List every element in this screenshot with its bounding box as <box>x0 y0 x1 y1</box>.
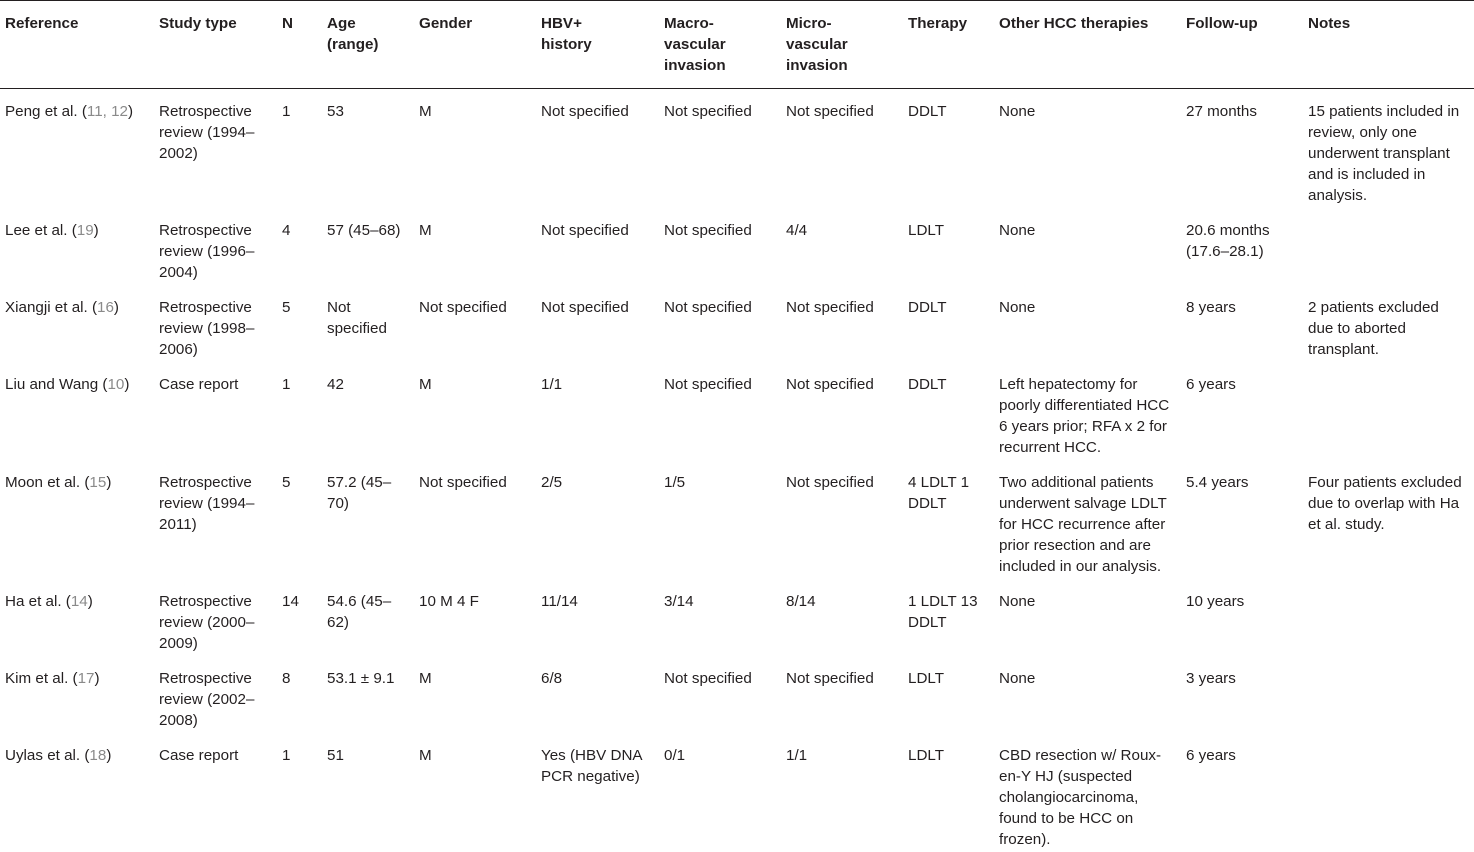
header-hbv: HBV+ history <box>536 1 659 89</box>
cell-therapy: LDLT <box>903 733 994 852</box>
cell-other-therapies: None <box>994 656 1181 733</box>
cell-n: 1 <box>280 733 322 852</box>
table-row <box>0 656 1474 733</box>
cell-n: 5 <box>280 460 322 579</box>
header-microvascular: Micro- vascular invasion <box>781 1 903 89</box>
table-row <box>0 579 1474 656</box>
cell-macrovascular: Not specified <box>659 285 781 362</box>
cell-notes <box>1303 733 1474 852</box>
header-row <box>0 1 1474 89</box>
cell-notes: 15 patients included in review, only one underwent transplant and is included in analysis. <box>1303 89 1474 209</box>
header-reference: Reference <box>0 1 154 89</box>
cell-follow-up: 10 years <box>1181 579 1303 656</box>
cell-age: 53.1 ± 9.1 <box>322 656 414 733</box>
cell-age: 53 <box>322 89 414 209</box>
cell-gender: Not specified <box>414 460 536 579</box>
citation-link[interactable]: 15 <box>89 474 106 491</box>
reference-close: ) <box>94 222 99 239</box>
cell-age: 57.2 (45–70) <box>322 460 414 579</box>
table-row <box>0 362 1474 460</box>
cell-therapy: LDLT <box>903 208 994 285</box>
cell-follow-up: 6 years <box>1181 733 1303 852</box>
cell-n: 8 <box>280 656 322 733</box>
cell-study-type: Retrospective review (1998–2006) <box>154 285 280 362</box>
citation-link[interactable]: 10 <box>107 376 124 393</box>
cell-notes: Four patients excluded due to overlap with Ha et al. study. <box>1303 460 1474 579</box>
citation-link[interactable]: 11, 12 <box>87 103 128 120</box>
cell-other-therapies: Left hepatectomy for poorly differentiated HCC 6 years prior; RFA x 2 for recurrent HCC. <box>994 362 1181 460</box>
cell-age: 57 (45–68) <box>322 208 414 285</box>
citation-link[interactable]: 16 <box>97 299 114 316</box>
cell-therapy: DDLT <box>903 285 994 362</box>
cell-other-therapies: None <box>994 579 1181 656</box>
cell-notes <box>1303 208 1474 285</box>
table-row <box>0 285 1474 362</box>
cell-reference <box>0 733 154 852</box>
cell-age: 51 <box>322 733 414 852</box>
cell-follow-up: 8 years <box>1181 285 1303 362</box>
reference-close: ) <box>114 299 119 316</box>
reference-author: Lee et al. ( <box>5 222 77 239</box>
cell-notes <box>1303 362 1474 460</box>
header-follow-up: Follow-up <box>1181 1 1303 89</box>
cell-microvascular: Not specified <box>781 460 903 579</box>
cell-reference <box>0 362 154 460</box>
cell-hbv: 2/5 <box>536 460 659 579</box>
cell-age: 54.6 (45–62) <box>322 579 414 656</box>
reference-close: ) <box>106 747 111 764</box>
cell-follow-up: 6 years <box>1181 362 1303 460</box>
cell-study-type: Retrospective review (1994–2011) <box>154 460 280 579</box>
cell-macrovascular: 1/5 <box>659 460 781 579</box>
cell-follow-up: 27 months <box>1181 89 1303 209</box>
cell-notes <box>1303 579 1474 656</box>
reference-author: Uylas et al. ( <box>5 747 89 764</box>
reference-close: ) <box>95 670 100 687</box>
header-study-type: Study type <box>154 1 280 89</box>
cell-study-type: Case report <box>154 733 280 852</box>
citation-link[interactable]: 19 <box>77 222 94 239</box>
cell-follow-up: 5.4 years <box>1181 460 1303 579</box>
cell-macrovascular: Not specified <box>659 208 781 285</box>
cell-n: 4 <box>280 208 322 285</box>
table-body <box>0 89 1474 852</box>
cell-therapy: 4 LDLT 1 DDLT <box>903 460 994 579</box>
cell-gender: Not specified <box>414 285 536 362</box>
cell-reference <box>0 208 154 285</box>
cell-age: 42 <box>322 362 414 460</box>
cell-study-type: Case report <box>154 362 280 460</box>
cell-therapy: DDLT <box>903 89 994 209</box>
cell-microvascular: Not specified <box>781 656 903 733</box>
cell-n: 1 <box>280 89 322 209</box>
cell-n: 14 <box>280 579 322 656</box>
cell-hbv: 11/14 <box>536 579 659 656</box>
cell-follow-up: 3 years <box>1181 656 1303 733</box>
cell-hbv: Not specified <box>536 285 659 362</box>
cell-gender: M <box>414 208 536 285</box>
table-row <box>0 208 1474 285</box>
cell-n: 1 <box>280 362 322 460</box>
header-notes: Notes <box>1303 1 1474 89</box>
citation-link[interactable]: 14 <box>71 593 88 610</box>
cell-study-type: Retrospective review (2000–2009) <box>154 579 280 656</box>
cell-other-therapies: Two additional patients underwent salvage LDLT for HCC recurrence after prior resection and are included in our analysis. <box>994 460 1181 579</box>
cell-microvascular: 1/1 <box>781 733 903 852</box>
reference-author: Kim et al. ( <box>5 670 78 687</box>
cell-therapy: DDLT <box>903 362 994 460</box>
cell-macrovascular: 3/14 <box>659 579 781 656</box>
reference-close: ) <box>106 474 111 491</box>
reference-author: Peng et al. ( <box>5 103 87 120</box>
header-therapy: Therapy <box>903 1 994 89</box>
reference-close: ) <box>124 376 129 393</box>
table-row <box>0 733 1474 852</box>
cell-hbv: Yes (HBV DNA PCR negative) <box>536 733 659 852</box>
cell-macrovascular: Not specified <box>659 89 781 209</box>
citation-link[interactable]: 17 <box>78 670 95 687</box>
cell-reference <box>0 579 154 656</box>
cell-other-therapies: CBD resection w/ Roux-en-Y HJ (suspected cholangiocarcinoma, found to be HCC on frozen). <box>994 733 1181 852</box>
cell-gender: M <box>414 656 536 733</box>
cell-hbv: 1/1 <box>536 362 659 460</box>
cell-microvascular: 8/14 <box>781 579 903 656</box>
cell-n: 5 <box>280 285 322 362</box>
cell-reference <box>0 460 154 579</box>
reference-close: ) <box>128 103 133 120</box>
table-row <box>0 89 1474 209</box>
reference-author: Ha et al. ( <box>5 593 71 610</box>
cell-study-type: Retrospective review (2002–2008) <box>154 656 280 733</box>
cell-reference <box>0 285 154 362</box>
cell-other-therapies: None <box>994 89 1181 209</box>
cell-gender: M <box>414 733 536 852</box>
reference-author: Liu and Wang ( <box>5 376 107 393</box>
cell-microvascular: 4/4 <box>781 208 903 285</box>
cell-notes: 2 patients excluded due to aborted transplant. <box>1303 285 1474 362</box>
cell-study-type: Retrospective review (1996–2004) <box>154 208 280 285</box>
cell-hbv: Not specified <box>536 208 659 285</box>
reference-author: Moon et al. ( <box>5 474 89 491</box>
cell-macrovascular: Not specified <box>659 362 781 460</box>
cell-hbv: 6/8 <box>536 656 659 733</box>
header-age: Age (range) <box>322 1 414 89</box>
header-gender: Gender <box>414 1 536 89</box>
cell-therapy: 1 LDLT 13 DDLT <box>903 579 994 656</box>
cell-notes <box>1303 656 1474 733</box>
cell-gender: 10 M 4 F <box>414 579 536 656</box>
cell-reference <box>0 89 154 209</box>
cell-therapy: LDLT <box>903 656 994 733</box>
cell-hbv: Not specified <box>536 89 659 209</box>
cell-gender: M <box>414 362 536 460</box>
cell-microvascular: Not specified <box>781 285 903 362</box>
reference-close: ) <box>88 593 93 610</box>
header-other-therapies: Other HCC therapies <box>994 1 1181 89</box>
header-n: N <box>280 1 322 89</box>
header-macrovascular: Macro- vascular invasion <box>659 1 781 89</box>
cell-microvascular: Not specified <box>781 89 903 209</box>
cell-age: Not specified <box>322 285 414 362</box>
table-row <box>0 460 1474 579</box>
cell-study-type: Retrospective review (1994–2002) <box>154 89 280 209</box>
citation-link[interactable]: 18 <box>89 747 106 764</box>
cell-macrovascular: Not specified <box>659 656 781 733</box>
cell-microvascular: Not specified <box>781 362 903 460</box>
cell-other-therapies: None <box>994 208 1181 285</box>
cell-macrovascular: 0/1 <box>659 733 781 852</box>
cell-reference <box>0 656 154 733</box>
cell-follow-up: 20.6 months (17.6–28.1) <box>1181 208 1303 285</box>
reference-author: Xiangji et al. ( <box>5 299 97 316</box>
cell-other-therapies: None <box>994 285 1181 362</box>
cell-gender: M <box>414 89 536 209</box>
